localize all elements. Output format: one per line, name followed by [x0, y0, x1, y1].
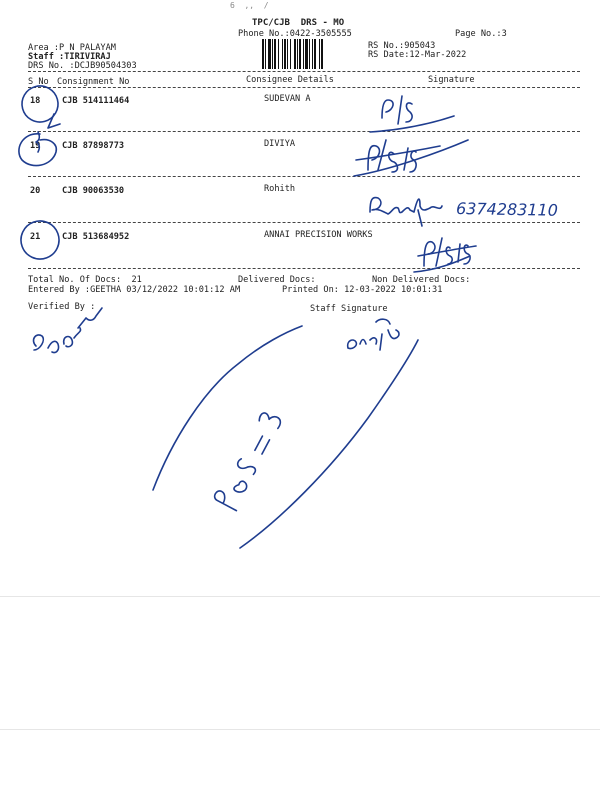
row-consignee: SUDEVAN A — [264, 94, 311, 104]
row-sno: 21 — [30, 232, 41, 242]
row-consignment: CJB 513684952 — [62, 232, 130, 242]
delivered-docs: Delivered Docs: — [238, 275, 316, 285]
row-consignee: DIVIYA — [264, 139, 296, 149]
barcode-bar — [309, 39, 310, 69]
staff-label: Staff :TIRIVIRAJ — [28, 52, 111, 62]
ps-signature-underline-1 — [370, 116, 454, 132]
barcode-bar — [284, 39, 286, 69]
header-scan-mark: 6 ,, / — [230, 1, 269, 10]
col-header-consignment: Consignment No — [57, 77, 130, 87]
rs-number: RS No.:905043 — [368, 41, 436, 51]
staff-signature-label: Staff Signature — [310, 304, 388, 314]
document-title: TPC/CJB DRS - MO — [252, 18, 345, 28]
barcode-bar — [278, 39, 279, 69]
ps-signature-4 — [424, 238, 470, 266]
verifier-signature — [34, 308, 102, 353]
ps-signature-2 — [368, 140, 416, 172]
ps-signature-underline-2b — [356, 146, 440, 160]
ps-signature-underline-2 — [354, 140, 468, 176]
verified-by: Verified By : — [28, 302, 96, 312]
rohith-signature — [370, 198, 442, 214]
barcode-bar — [268, 39, 271, 69]
barcode-bar — [312, 39, 313, 69]
row-sno: 19 — [30, 141, 41, 151]
scan-artifact — [0, 596, 600, 597]
barcode-bar — [282, 39, 283, 69]
rs-date: RS Date:12-Mar-2022 — [368, 50, 467, 60]
scan-artifact — [0, 729, 600, 730]
barcode-bar — [290, 39, 291, 69]
large-arc-left — [153, 326, 302, 490]
row-sno: 18 — [30, 96, 41, 106]
check-mark — [48, 114, 60, 128]
staff-signature-flourish — [376, 319, 390, 324]
barcode-bar — [319, 39, 320, 69]
barcode-bar — [314, 39, 316, 69]
col-header-consignee: Consignee Details — [246, 75, 334, 85]
non-delivered-docs: Non Delivered Docs: — [372, 275, 471, 285]
barcode-bar — [274, 39, 276, 69]
barcode-bar — [294, 39, 296, 69]
drs-number: DRS No. :DCJB90504303 — [28, 61, 137, 71]
row-consignment: CJB 514111464 — [62, 96, 130, 106]
barcode-bar — [272, 39, 273, 69]
staff-signature — [348, 330, 399, 350]
page-number: Page No.:3 — [455, 29, 507, 39]
entered-by: Entered By :GEETHA 03/12/2022 10:01:12 AM — [28, 285, 241, 295]
barcode-bar — [297, 39, 298, 69]
header-divider-bottom — [28, 87, 580, 88]
row-consignment: CJB 87898773 — [62, 141, 125, 151]
handwritten-phone: 6374283110 — [455, 199, 559, 220]
printed-on: Printed On: 12-03-2022 10:01:31 — [282, 285, 443, 295]
barcode-bar — [321, 39, 323, 69]
row-divider — [28, 268, 580, 269]
col-header-sno: S No — [28, 77, 49, 87]
row-divider — [28, 222, 580, 223]
row-consignment: CJB 90063530 — [62, 186, 125, 196]
row-divider — [28, 176, 580, 177]
ps-signature-underline-4b — [418, 246, 476, 256]
total-docs: Total No. Of Docs: 21 — [28, 275, 142, 285]
ps-signature-underline-4 — [414, 256, 470, 272]
barcode-bar — [303, 39, 304, 69]
phone-number: Phone No.:0422-3505555 — [238, 29, 352, 39]
row-divider — [28, 131, 580, 132]
barcode-bar — [265, 39, 266, 69]
row-sno: 20 — [30, 186, 41, 196]
row-consignee: Rohith — [264, 184, 296, 194]
ps-signature-1 — [382, 96, 412, 124]
barcode-bar — [299, 39, 301, 69]
area-label: Area :P N PALAYAM — [28, 43, 116, 53]
rohith-signature-tail — [418, 210, 422, 226]
barcode — [262, 39, 358, 69]
phone-handwritten-group — [456, 199, 558, 220]
pos-annotation — [213, 408, 284, 510]
barcode-bar — [262, 39, 264, 69]
col-header-signature: Signature — [428, 75, 475, 85]
barcode-bar — [305, 39, 308, 69]
header-divider-top — [28, 71, 580, 72]
row-consignee: ANNAI PRECISION WORKS — [264, 230, 373, 240]
large-arc-right — [240, 340, 418, 548]
barcode-bar — [287, 39, 288, 69]
